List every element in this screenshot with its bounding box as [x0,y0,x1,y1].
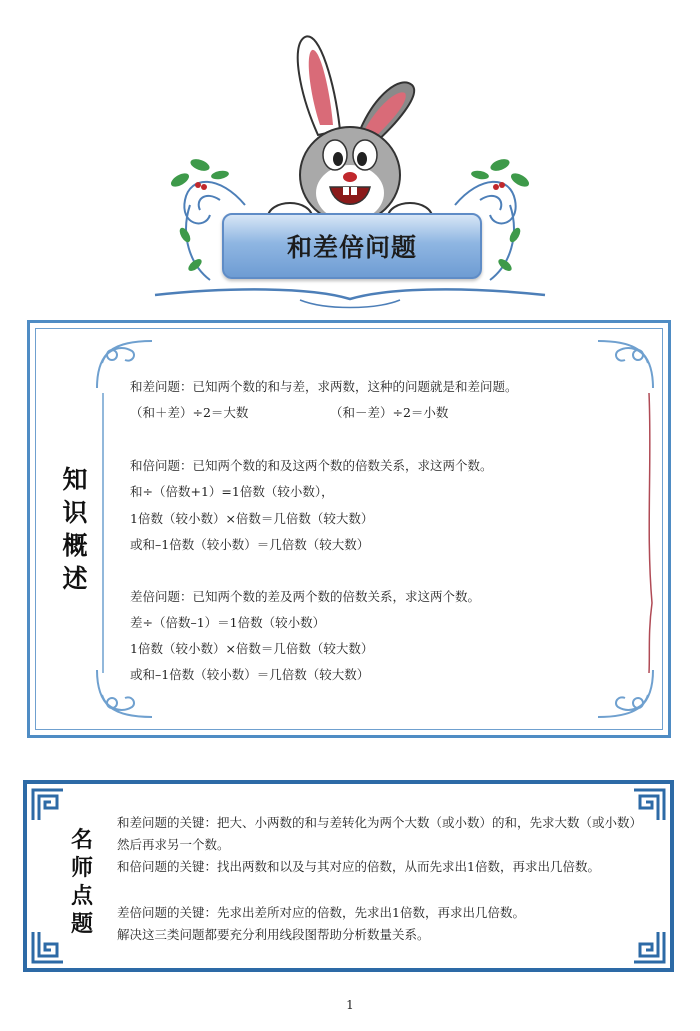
side-title-char: 点 [70,883,93,909]
sum-diff-formula-small: （和－差）÷2＝小数 [330,405,449,420]
diff-multiple-definition: 差倍问题：已知两个数的差及两个数的倍数关系，求这两个数。 [130,589,481,604]
title-banner [222,213,482,279]
side-title-char: 名 [70,827,93,853]
tip-summary: 解决这三类问题都要充分利用线段图帮助分析数量关系。 [117,927,430,942]
side-title-char: 识 [62,498,88,527]
scroll-corner-icon [588,333,658,393]
tip-diff-multiple: 差倍问题的关键：先求出差所对应的倍数，先求出1倍数，再求出几倍数。 [117,905,525,920]
side-title-char: 述 [62,564,88,593]
knowledge-side-title [60,463,90,595]
page-number: 1 [346,998,354,1012]
sum-multiple-formula: 和÷（倍数+1）=1倍数（较小数）， [130,484,334,499]
side-rule [98,393,108,673]
page-title: 和差倍问题 [286,233,417,262]
side-title-char: 知 [62,465,88,494]
side-title-char: 师 [70,855,93,881]
tip-sum-diff: 和差问题的关键：把大、小两数的和与差转化为两个大数（或小数）的和，先求大数（或小数）然后再求另一个数。 [117,815,636,852]
fret-corner-icon [632,788,666,822]
scroll-corner-icon [588,665,658,725]
fret-corner-icon [31,788,65,822]
sum-multiple-formula: 1倍数（较小数）×倍数＝几倍数（较大数） [130,511,374,526]
fret-corner-icon [632,930,666,964]
sum-diff-formula-large: （和＋差）÷2＝大数 [130,405,249,420]
tip-sum-multiple: 和倍问题的关键：找出两数和以及与其对应的倍数，从而先求出1倍数，再求出几倍数。 [117,859,600,874]
side-rule [644,393,654,673]
diff-multiple-formula: 1倍数（较小数）×倍数＝几倍数（较大数） [130,641,374,656]
side-title-char: 概 [62,531,88,560]
header [150,25,550,315]
teacher-tips-box [23,780,674,972]
diff-multiple-formula: 或和–1倍数（较小数）＝几倍数（较大数） [130,667,370,682]
diff-multiple-formula: 差÷（倍数–1）＝1倍数（较小数） [130,615,326,630]
sum-multiple-definition: 和倍问题：已知两个数的和及这两个数的倍数关系，求这两个数。 [130,458,493,473]
sum-multiple-formula: 或和–1倍数（较小数）＝几倍数（较大数） [130,537,370,552]
sum-diff-definition: 和差问题：已知两个数的和与差，求两数，这种的问题就是和差问题。 [130,379,518,394]
side-title-char: 题 [70,911,93,937]
fret-corner-icon [31,930,65,964]
tips-side-title [67,826,97,938]
knowledge-summary-box [27,320,671,738]
